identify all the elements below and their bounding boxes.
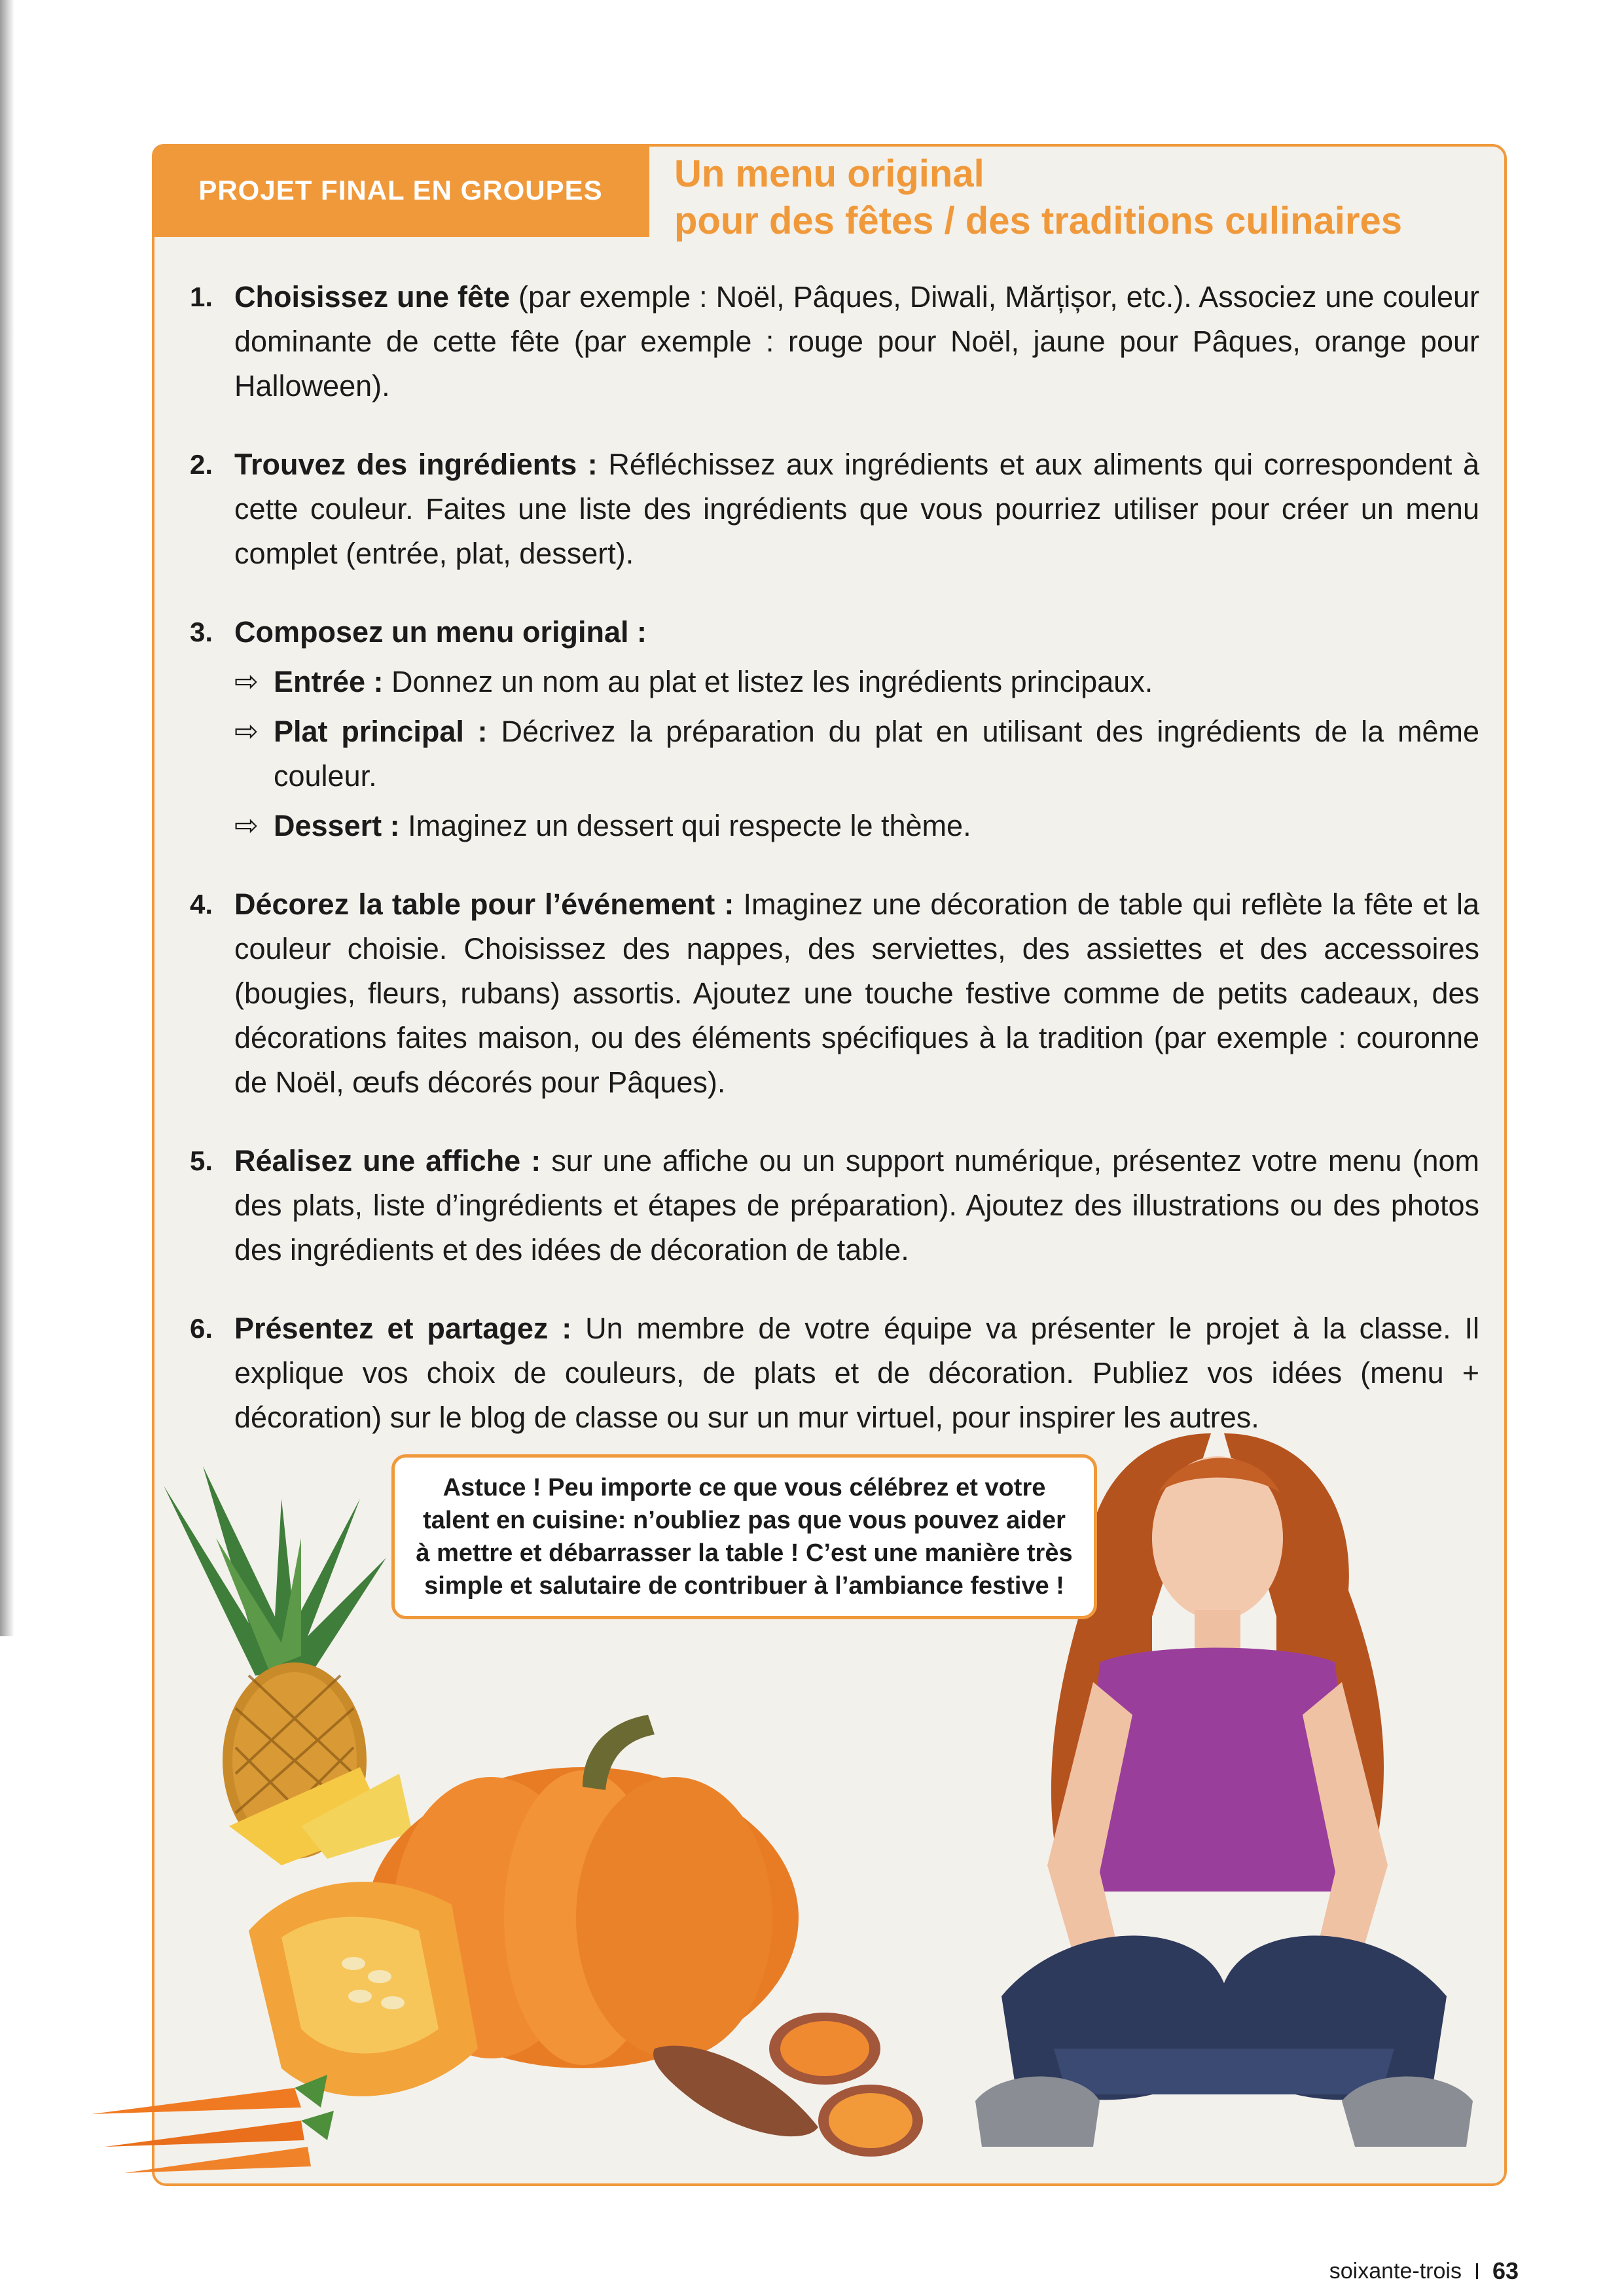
tip-box (391, 1454, 1097, 1619)
step-text (234, 610, 1479, 655)
step-number: 5. (190, 1145, 213, 1176)
sub-item-plat (234, 709, 1479, 798)
step-4 (190, 882, 1479, 1105)
step-5 (190, 1139, 1479, 1272)
step-body: sur une affiche ou un support numérique, présentez votre menu (nom des plats, liste d’ingrédients et étapes de préparation). Ajoutez des illustrations ou des photos des ingrédients et des idées de décoration de table. (234, 1144, 1479, 1266)
page-number-words: soixante-trois (1329, 2258, 1462, 2284)
sub-item-text (274, 804, 1479, 848)
sub-item-body: Donnez un nom au plat et listez les ingrédients principaux. (383, 665, 1153, 698)
sub-item-text (274, 660, 1479, 704)
step-2 (190, 442, 1479, 576)
arrow-right-icon: ⇨ (234, 666, 259, 698)
title-line-1: Un menu original (674, 152, 984, 195)
section-tag-label: PROJET FINAL EN GROUPES (198, 175, 603, 206)
step-heading: Présentez et partagez : (234, 1312, 572, 1345)
arrow-right-icon: ⇨ (234, 810, 259, 842)
pumpkin-slice-image (249, 1882, 478, 2096)
page-title (674, 151, 1492, 245)
binding-shadow (0, 0, 14, 1636)
title-line-2: pour des fêtes / des traditions culinaires (674, 200, 1402, 242)
step-body: (par exemple : Noël, Pâques, Diwali, Mărțișor, etc.). Associez une couleur dominante de cette fête (par exemple : rouge pour Noël, jaune pour Pâques, orange pour Halloween). (234, 280, 1479, 403)
step-heading: Décorez la table pour l’événement : (234, 888, 734, 921)
arrow-right-icon: ⇨ (234, 715, 259, 747)
sub-item-entree (234, 660, 1479, 704)
step-1 (190, 275, 1479, 408)
step-text (234, 1139, 1479, 1272)
step-heading: Composez un menu original : (234, 615, 647, 649)
step-body: Imaginez une décoration de table qui reflète la fête et la couleur choisie. Choisissez des nappes, des serviettes, des assiettes et des accessoires (bougies, fleurs, rubans) assortis. Ajoutez une touche festive comme de petits cadeaux, des décorations faites maison, ou des éléments spécifiques à la tradition (par exemple : couronne de Noël, œufs décorés pour Pâques). (234, 888, 1479, 1099)
tip-text: Astuce ! Peu importe ce que vous célébrez et votre talent en cuisine: n’oubliez pas que vous pouvez aider à mettre et débarrasser la table ! C’est une manière très simple et salutaire de contribuer à l’ambiance festive ! (416, 1474, 1073, 1600)
step-number: 3. (190, 617, 213, 647)
step-number: 1. (190, 281, 213, 312)
page-footer (1244, 2251, 1519, 2291)
steps-list (190, 275, 1479, 1474)
pineapple-image (164, 1466, 412, 1865)
sub-item-body: Décrivez la préparation du plat en utilisant des ingrédients de la même couleur. (274, 715, 1479, 793)
step-number: 2. (190, 449, 213, 480)
sub-item-text (274, 709, 1479, 798)
step-number: 4. (190, 889, 213, 920)
sub-item-body: Imaginez un dessert qui respecte le thème. (399, 809, 971, 842)
step-3 (190, 610, 1479, 848)
carrots-image (92, 2075, 334, 2173)
section-tag (152, 144, 649, 237)
step-heading: Réalisez une affiche : (234, 1144, 541, 1177)
sub-item-heading: Plat principal : (274, 715, 488, 748)
step-body: Un membre de votre équipe va présenter le projet à la classe. Il explique vos choix de couleurs, de plats et de décoration. Publiez vos idées (menu + décoration) sur le blog de classe ou sur un mur virtuel, pour inspirer les autres. (234, 1312, 1479, 1434)
page-number: 63 (1492, 2257, 1519, 2284)
step-text (234, 275, 1479, 408)
step-text (234, 442, 1479, 576)
step-number: 6. (190, 1313, 213, 1344)
step-body: Réfléchissez aux ingrédients et aux aliments qui correspondent à cette couleur. Faites une liste des ingrédients que vous pourriez utiliser pour créer un menu complet (entrée, plat, dessert). (234, 448, 1479, 570)
step-heading: Trouvez des ingrédients : (234, 448, 598, 481)
step-heading: Choisissez une fête (234, 280, 511, 314)
step-text (234, 882, 1479, 1105)
footer-separator (1476, 2263, 1478, 2279)
sub-item-heading: Dessert : (274, 809, 400, 842)
sub-item-heading: Entrée : (274, 665, 384, 698)
sub-item-dessert (234, 804, 1479, 848)
